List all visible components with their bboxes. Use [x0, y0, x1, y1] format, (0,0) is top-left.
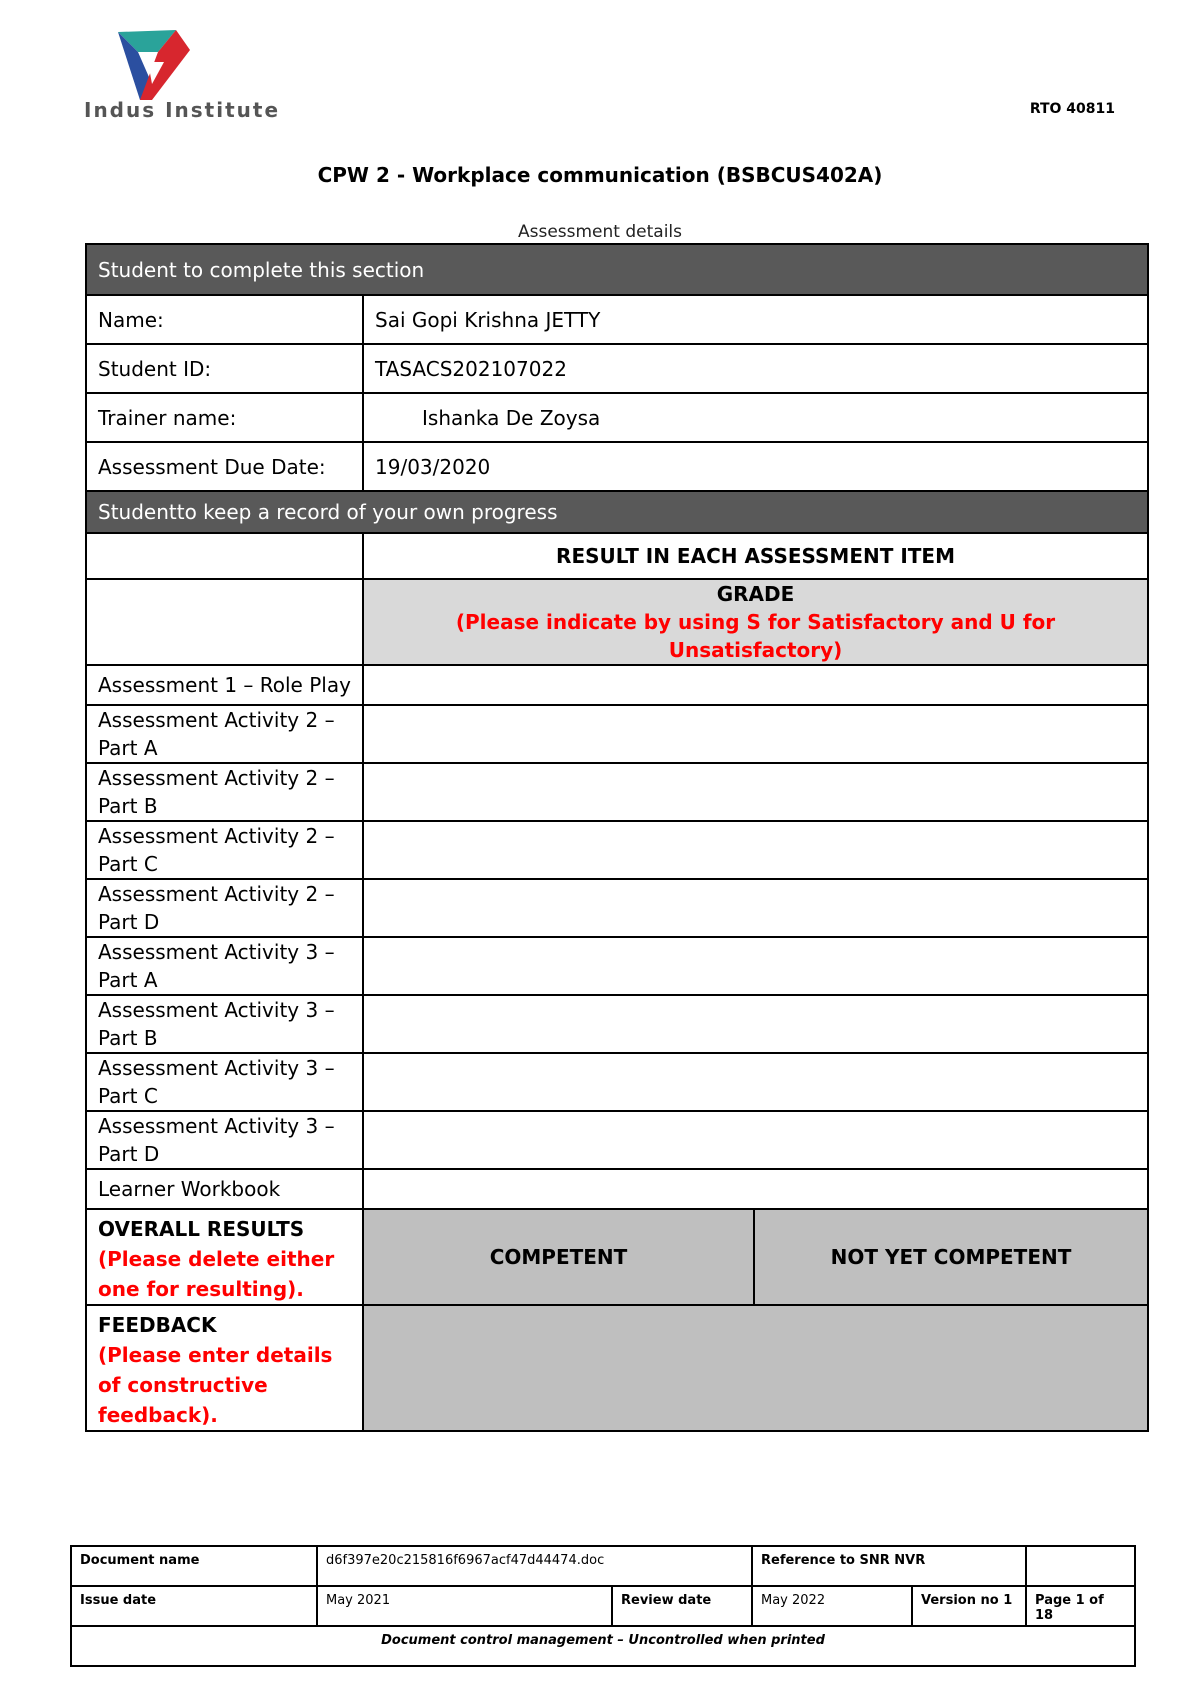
activity-row — [86, 705, 1148, 763]
activity-label: Assessment Activity 3 – Part C — [86, 1053, 363, 1111]
activity-row — [86, 821, 1148, 879]
version-number: Version no 1 — [912, 1586, 1026, 1626]
overall-results-row — [86, 1209, 1148, 1305]
activity-row — [86, 937, 1148, 995]
activity-label: Assessment Activity 2 – Part A — [86, 705, 363, 763]
name-value[interactable]: Sai Gopi Krishna JETTY — [363, 295, 1148, 344]
activity-grade[interactable] — [363, 821, 1148, 879]
workbook-label: Learner Workbook — [86, 1169, 363, 1209]
page-title: CPW 2 - Workplace communication (BSBCUS402A) — [317, 163, 883, 187]
activity-label: Assessment Activity 3 – Part A — [86, 937, 363, 995]
footer-row-3 — [71, 1626, 1135, 1666]
feedback-label: FEEDBACK — [98, 1313, 217, 1337]
rto-number: RTO 40811 — [1029, 101, 1115, 117]
feedback-row — [86, 1305, 1148, 1431]
progress-section-header — [86, 491, 1148, 533]
progress-section-heading: Studentto keep a record of your own progress — [86, 491, 1148, 533]
role-play-row — [86, 665, 1148, 705]
feedback-input[interactable] — [363, 1305, 1148, 1431]
trainer-row — [86, 393, 1148, 442]
trainer-value[interactable]: Ishanka De Zoysa — [363, 393, 1148, 442]
activity-grade[interactable] — [363, 879, 1148, 937]
review-date-label: Review date — [612, 1586, 752, 1626]
grade-row — [86, 579, 1148, 665]
not-yet-competent-option[interactable]: NOT YET COMPETENT — [754, 1209, 1148, 1305]
reference-label: Reference to SNR NVR — [752, 1546, 1026, 1586]
issue-date-value: May 2021 — [317, 1586, 612, 1626]
activity-label: Assessment Activity 3 – Part B — [86, 995, 363, 1053]
activity-row — [86, 1053, 1148, 1111]
activity-grade[interactable] — [363, 763, 1148, 821]
overall-results-note: (Please delete either one for resulting). — [98, 1247, 335, 1301]
footer-row-2 — [71, 1586, 1135, 1626]
result-header-row — [86, 533, 1148, 579]
due-date-label: Assessment Due Date: — [86, 442, 363, 491]
assessment-table — [85, 243, 1149, 1432]
activity-row — [86, 763, 1148, 821]
activity-grade[interactable] — [363, 1111, 1148, 1169]
grade-label: GRADE — [716, 582, 795, 606]
role-play-grade[interactable] — [363, 665, 1148, 705]
activity-row — [86, 1111, 1148, 1169]
reference-value — [1026, 1546, 1135, 1586]
student-section-header — [86, 244, 1148, 295]
result-header: RESULT IN EACH ASSESSMENT ITEM — [363, 533, 1148, 579]
activity-label: Assessment Activity 2 – Part C — [86, 821, 363, 879]
student-id-row — [86, 344, 1148, 393]
grade-row-empty — [86, 579, 363, 665]
grade-cell — [363, 579, 1148, 665]
student-section-heading: Student to complete this section — [86, 244, 1148, 295]
control-note: Document control management – Uncontrolled when printed — [71, 1626, 1135, 1666]
issue-date-label: Issue date — [71, 1586, 317, 1626]
due-date-value[interactable]: 19/03/2020 — [363, 442, 1148, 491]
doc-name-label: Document name — [71, 1546, 317, 1586]
grade-note: (Please indicate by using S for Satisfactory and U for Unsatisfactory) — [455, 610, 1056, 662]
activity-grade[interactable] — [363, 1053, 1148, 1111]
document-control-footer — [70, 1545, 1136, 1667]
due-date-row — [86, 442, 1148, 491]
overall-results-label: OVERALL RESULTS — [98, 1217, 305, 1241]
logo-text: Indus Institute — [84, 98, 281, 122]
review-date-value: May 2022 — [752, 1586, 912, 1626]
overall-results-label-cell — [86, 1209, 363, 1305]
activity-label: Assessment Activity 2 – Part D — [86, 879, 363, 937]
workbook-grade[interactable] — [363, 1169, 1148, 1209]
feedback-note: (Please enter details of constructive feedback). — [98, 1343, 333, 1427]
activity-label: Assessment Activity 3 – Part D — [86, 1111, 363, 1169]
student-id-value[interactable]: TASACS202107022 — [363, 344, 1148, 393]
workbook-row — [86, 1169, 1148, 1209]
activity-grade[interactable] — [363, 995, 1148, 1053]
page-subtitle: Assessment details — [517, 222, 682, 242]
activity-row — [86, 879, 1148, 937]
activity-grade[interactable] — [363, 705, 1148, 763]
competent-option[interactable]: COMPETENT — [363, 1209, 754, 1305]
doc-name-value: d6f397e20c215816f6967acf47d44474.doc — [317, 1546, 752, 1586]
activity-grade[interactable] — [363, 937, 1148, 995]
role-play-label: Assessment 1 – Role Play — [86, 665, 363, 705]
footer-row-1 — [71, 1546, 1135, 1586]
name-row — [86, 295, 1148, 344]
result-header-empty — [86, 533, 363, 579]
name-label: Name: — [86, 295, 363, 344]
activity-label: Assessment Activity 2 – Part B — [86, 763, 363, 821]
trainer-label: Trainer name: — [86, 393, 363, 442]
activity-row — [86, 995, 1148, 1053]
student-id-label: Student ID: — [86, 344, 363, 393]
page-number: Page 1 of 18 — [1026, 1586, 1135, 1626]
feedback-label-cell — [86, 1305, 363, 1431]
